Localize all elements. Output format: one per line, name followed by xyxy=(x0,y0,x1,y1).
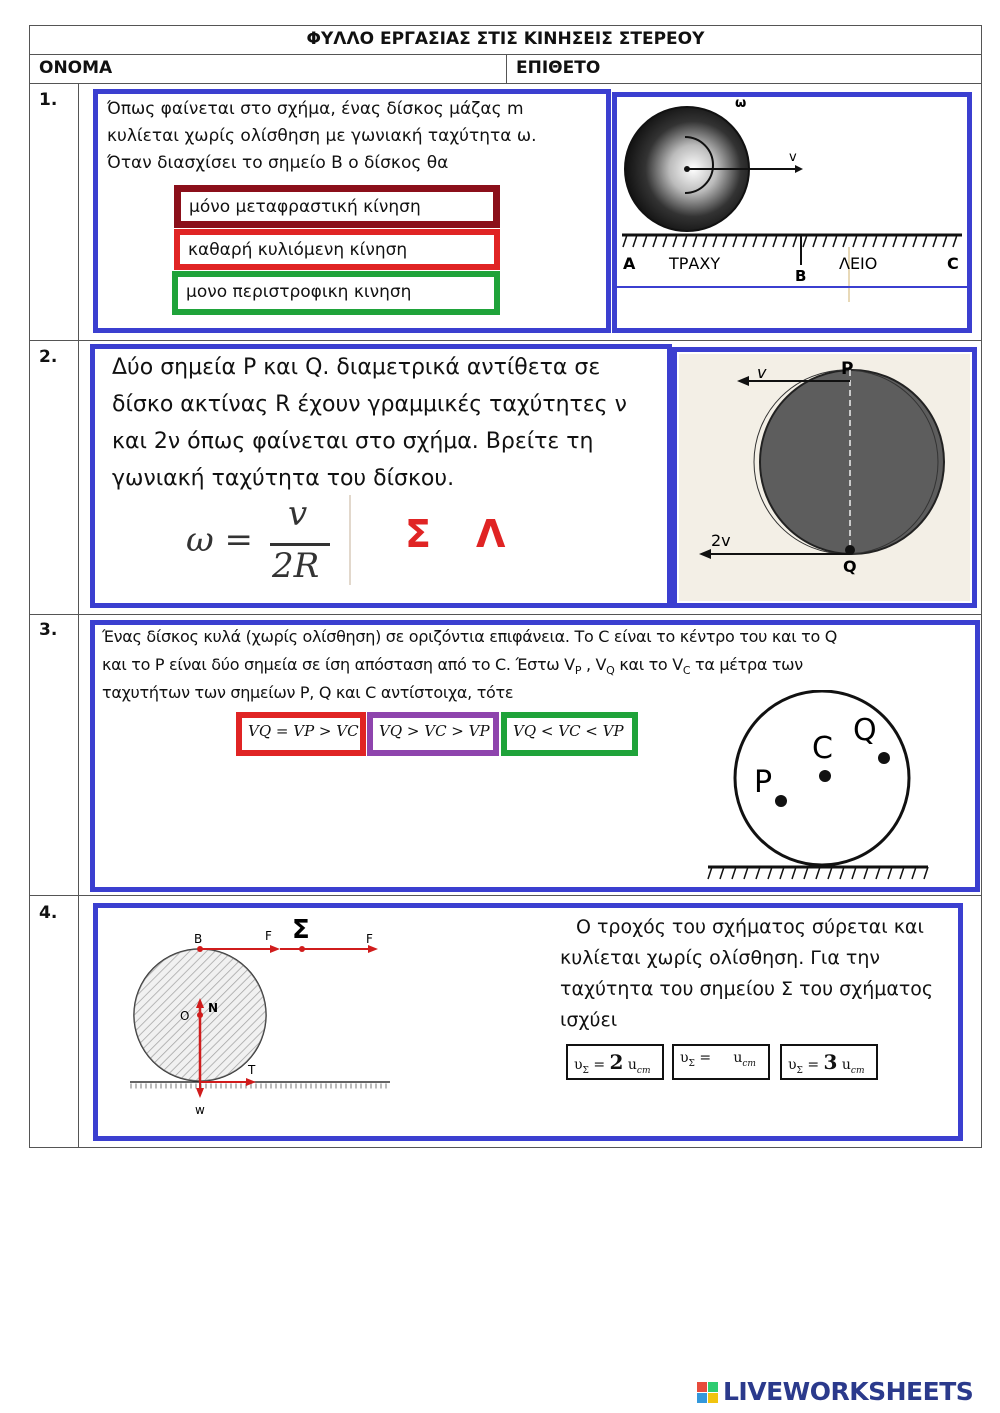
question-number-2: 2. xyxy=(39,347,58,367)
q2-formula xyxy=(186,494,336,590)
table-bottom xyxy=(29,1147,982,1148)
q1-fig-smooth: ΛΕΙΟ xyxy=(839,254,878,273)
q3-fig-Q: Q xyxy=(853,713,877,748)
table-row-line xyxy=(29,895,982,896)
opt-lhs: υ xyxy=(574,1057,583,1073)
q3-sub-q: Q xyxy=(606,664,615,678)
q2-line-2: δίσκο ακτίνας R έχουν γραμμικές ταχύτητες ν xyxy=(112,392,627,417)
q2-false-option[interactable]: Λ xyxy=(476,512,506,556)
opt-eq: = xyxy=(694,1050,729,1066)
q4-fig-N: N xyxy=(208,1001,219,1015)
q4-option-1[interactable] xyxy=(566,1044,664,1080)
opt-u: u xyxy=(837,1057,851,1073)
logo-icon xyxy=(697,1382,719,1404)
q2-line-3: και 2ν όπως φαίνεται στο σχήμα. Βρείτε τη xyxy=(112,429,594,454)
opt-eq: = xyxy=(588,1057,610,1073)
q4-fig-B: B xyxy=(194,932,203,946)
table-left xyxy=(29,25,30,1147)
formula-denominator: 2R xyxy=(272,546,320,586)
opt-sub: Σ xyxy=(796,1065,803,1076)
name-label: ΟΝΟΜΑ xyxy=(39,58,113,78)
q1-option-3[interactable]: μονο περιστροφικη κινηση xyxy=(172,271,500,315)
q2-fig-2v: 2v xyxy=(711,531,731,550)
q4-fig-W: w xyxy=(195,1103,205,1117)
formula-lhs: ω = xyxy=(186,520,254,560)
formula-separator xyxy=(349,495,351,585)
question-number-4: 4. xyxy=(39,903,58,923)
opt-usub: cm xyxy=(636,1065,651,1076)
opt-u: u xyxy=(623,1057,637,1073)
q4-fig-O: O xyxy=(180,1009,190,1023)
q1-option-2[interactable]: καθαρή κυλιόμενη κίνηση xyxy=(174,229,500,270)
opt-usub: cm xyxy=(850,1065,865,1076)
q2-fig-Q: Q xyxy=(843,557,857,576)
q1-option-1[interactable]: μόνο μεταφραστική κίνηση xyxy=(174,185,500,228)
q1-fig-B: B xyxy=(795,267,807,285)
opt-usub: cm xyxy=(742,1058,756,1069)
table-row-line xyxy=(29,340,982,341)
q3-figure xyxy=(700,690,940,885)
opt-coef: 2 xyxy=(609,1050,624,1074)
q3-option-3[interactable]: VQ < VC < VP xyxy=(501,712,638,756)
table-right xyxy=(981,25,982,1147)
name-divider xyxy=(506,54,507,83)
q2-line-1: Δύο σημεία P και Q. διαμετρικά αντίθετα σε xyxy=(112,355,601,380)
q2-fig-P: P xyxy=(841,359,854,379)
opt-eq: = xyxy=(802,1057,824,1073)
q4-line-3: ταχύτητα του σημείου Σ του σχήματος xyxy=(560,978,934,1000)
q3-option-2[interactable]: VQ > VC > VP xyxy=(367,712,499,756)
q4-option-3[interactable] xyxy=(780,1044,878,1080)
brand-text: LIVEWORKSHEETS xyxy=(723,1377,974,1406)
q1-fig-v: v xyxy=(789,150,797,165)
q3-option-1[interactable]: VQ = VP > VC xyxy=(236,712,366,756)
q1-fig-A: A xyxy=(623,254,636,273)
table-row-line xyxy=(29,614,982,615)
q3-line-2d: τα μέτρα των xyxy=(690,655,803,674)
q3-sub-c: C xyxy=(682,664,691,678)
table-row-line xyxy=(29,83,982,84)
liveworksheets-logo xyxy=(697,1378,995,1408)
q4-fig-T: T xyxy=(248,1063,256,1077)
opt-sub: Σ xyxy=(582,1065,589,1076)
q1-line-1: Όπως φαίνεται στο σχήμα, ένας δίσκος μάζας m xyxy=(107,99,524,119)
opt-lhs: υ xyxy=(680,1050,689,1066)
q4-line-2: κυλίεται χωρίς ολίσθηση. Για την xyxy=(560,947,880,969)
page-title: ΦΥΛΛΟ ΕΡΓΑΣΙΑΣ ΣΤΙΣ ΚΙΝΗΣΕΙΣ ΣΤΕΡΕΟΥ xyxy=(306,29,705,49)
number-column-divider xyxy=(78,83,79,1147)
q2-fig-v: v xyxy=(757,363,767,382)
disc xyxy=(760,370,944,554)
opt-coef: 3 xyxy=(823,1050,838,1074)
opt-lhs: υ xyxy=(788,1057,797,1073)
q1-fig-C: C xyxy=(947,254,959,273)
q3-line-1: Ένας δίσκος κυλά (χωρίς ολίσθηση) σε οριζόντια επιφάνεια. Το C είναι το κέντρο του και το Q xyxy=(102,627,838,646)
q3-fig-P: P xyxy=(754,765,773,800)
q4-fig-F1: F xyxy=(265,929,272,943)
q2-line-4: γωνιακή ταχύτητα του δίσκου. xyxy=(112,466,455,491)
q3-line-2c: και το V xyxy=(614,655,683,674)
q4-fig-F2: F xyxy=(366,932,373,946)
q4-fig-Sigma: Σ xyxy=(292,915,310,945)
q4-figure xyxy=(120,910,400,1125)
q3-line-3: ταχυτήτων των σημείων P, Q και C αντίστοιχα, τότε xyxy=(102,683,514,702)
opt-sub: Σ xyxy=(688,1058,695,1069)
question-number-1: 1. xyxy=(39,90,58,110)
q4-line-4: ισχύει xyxy=(560,1009,618,1031)
q1-line-2: κυλίεται χωρίς ολίσθηση με γωνιακή ταχύτητα ω. xyxy=(107,126,537,146)
opt-u: u xyxy=(728,1050,743,1066)
q1-fig-rough: ΤΡΑΧΥ xyxy=(669,254,721,273)
q3-sub-p: P xyxy=(574,664,582,678)
q1-fig-omega: ω xyxy=(735,97,747,111)
q3-fig-C: C xyxy=(812,731,833,766)
table-top xyxy=(29,25,982,26)
surname-label: ΕΠΙΘΕΤΟ xyxy=(516,58,601,78)
formula-numerator: v xyxy=(288,494,308,534)
q1-figure xyxy=(617,97,967,328)
q1-line-3: Όταν διασχίσει το σημείο Β ο δίσκος θα xyxy=(107,153,449,173)
q2-figure xyxy=(679,354,970,601)
question-number-3: 3. xyxy=(39,620,58,640)
q4-line-1: Ο τροχός του σχήματος σύρεται και xyxy=(576,916,924,938)
q4-option-2[interactable] xyxy=(672,1044,770,1080)
q3-line-2b: , V xyxy=(581,655,607,674)
q3-line-2a: και το P είναι δύο σημεία σε ίση απόσταση από το C. Έστω V xyxy=(102,655,575,674)
q2-true-option[interactable]: Σ xyxy=(405,512,431,556)
